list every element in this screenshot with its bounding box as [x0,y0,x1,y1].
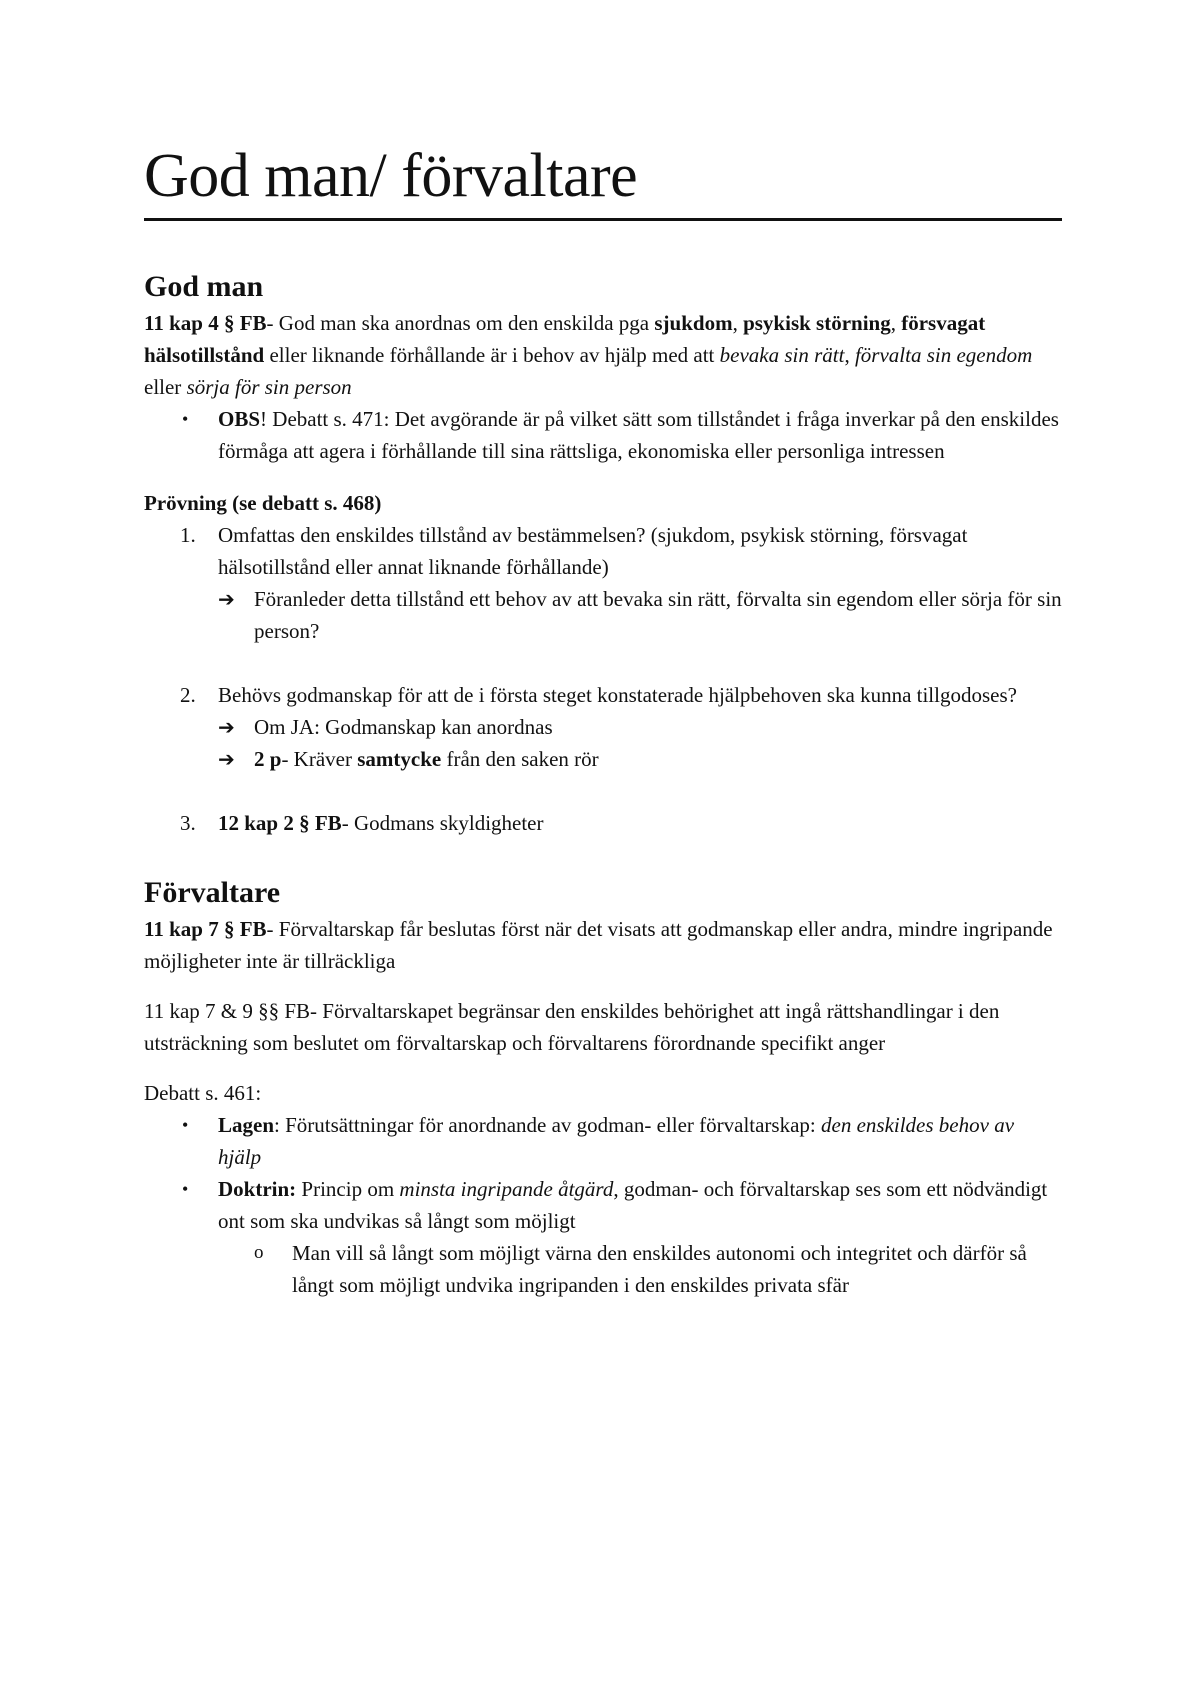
list-number: 2. [180,683,196,707]
god-man-intro-paragraph: 11 kap 4 § FB- God man ska anordnas om den enskilda pga sjukdom, psykisk störning, försvagat hälsotillstånd eller liknande förhållande är i behov av hjälp med att bevaka sin rätt, förvalta sin egendom eller sörja för sin person [144,311,1033,399]
list-item-doktrin: • Doktrin: Princip om minsta ingripande åtgärd, godman- och förvaltarskap ses som ett nödvändigt ont som ska undvikas så långt som möjligt o Man vill så långt som möjligt värna den enskildes autonomi och integritet och därför så långt som möjligt undvika ingripanden i den enskildes privata sfär [144,1173,1062,1301]
doktrin-sub-list [218,1237,1062,1301]
list-number: 3. [180,811,196,835]
list-item-lagen: • Lagen: Förutsättningar för anordnande av godman- eller förvaltarskap: den enskildes behov av hjälp [144,1109,1062,1173]
arrow-right-icon: ➔ [218,715,235,739]
circle-bullet-icon: o [254,1242,264,1263]
forvaltare-paragraph-2: 11 kap 7 & 9 §§ FB- Förvaltarskapet begränsar den enskildes behörighet att ingå rättshandlingar i den utsträckning som beslutet om förvaltarskap och förvaltarens förordnande specifikt anger [144,999,1000,1055]
law-reference: 11 kap 7 § FB [144,917,267,941]
list-item-obs: • OBS! Debatt s. 471: Det avgörande är på vilket sätt som tillståndet i fråga inverkar på den enskildes förmåga att agera i förhållande till sina rättsliga, ekonomiska eller personliga intressen [144,403,1062,467]
arrow-list [218,583,1062,647]
bullet-icon: • [182,1179,189,1199]
forvaltare-bullet-list [144,1109,1062,1301]
list-item-step-2: 2. Behövs godmanskap för att de i första steget konstaterade hjälpbehoven ska kunna tillgodoses? ➔ Om JA: Godmanskap kan anordnas ➔ 2 p- Kräver samtycke från den saken rör [144,679,1062,775]
arrow-list [218,711,1062,775]
provning-numbered-list [144,519,1062,839]
bullet-icon: • [182,409,189,429]
document-page [144,140,1062,1301]
sub-list-item: o Man vill så långt som möjligt värna den enskildes autonomi och integritet och därför så långt som möjligt undvika ingripanden i den enskildes privata sfär [218,1237,1062,1301]
bullet-icon: • [182,1115,189,1135]
section-heading-forvaltare: Förvaltare [144,876,281,909]
law-reference: 12 kap 2 § FB [218,811,342,835]
provning-heading: Prövning (se debatt s. 468) [144,491,382,515]
arrow-right-icon: ➔ [218,747,235,771]
forvaltare-paragraph-1: 11 kap 7 § FB- Förvaltarskap får beslutas först när det visats att godmanskap eller andra, mindre ingripande möjligheter inte är tillräckliga [144,917,1053,973]
arrow-item: ➔ Föranleder detta tillstånd ett behov av att bevaka sin rätt, förvalta sin egendom eller sörja för sin person? [218,583,1062,647]
list-number: 1. [180,523,196,547]
section-heading-god-man: God man [144,270,264,303]
law-reference: 11 kap 4 § FB [144,311,267,335]
list-item-step-3: 3. 12 kap 2 § FB- Godmans skyldigheter [144,807,1062,839]
page-title: God man/ förvaltare [144,140,1062,221]
god-man-bullet-list [144,403,1062,467]
debatt-label: Debatt s. 461: [144,1081,262,1105]
arrow-item: ➔ 2 p- Kräver samtycke från den saken rör [218,743,1062,775]
arrow-right-icon: ➔ [218,587,235,611]
arrow-item: ➔ Om JA: Godmanskap kan anordnas [218,711,1062,743]
list-item-step-1: 1. Omfattas den enskildes tillstånd av bestämmelsen? (sjukdom, psykisk störning, försvagat hälsotillstånd eller annat liknande förhållande) ➔ Föranleder detta tillstånd ett behov av att bevaka sin rätt, förvalta sin egendom eller sörja för sin person? [144,519,1062,647]
